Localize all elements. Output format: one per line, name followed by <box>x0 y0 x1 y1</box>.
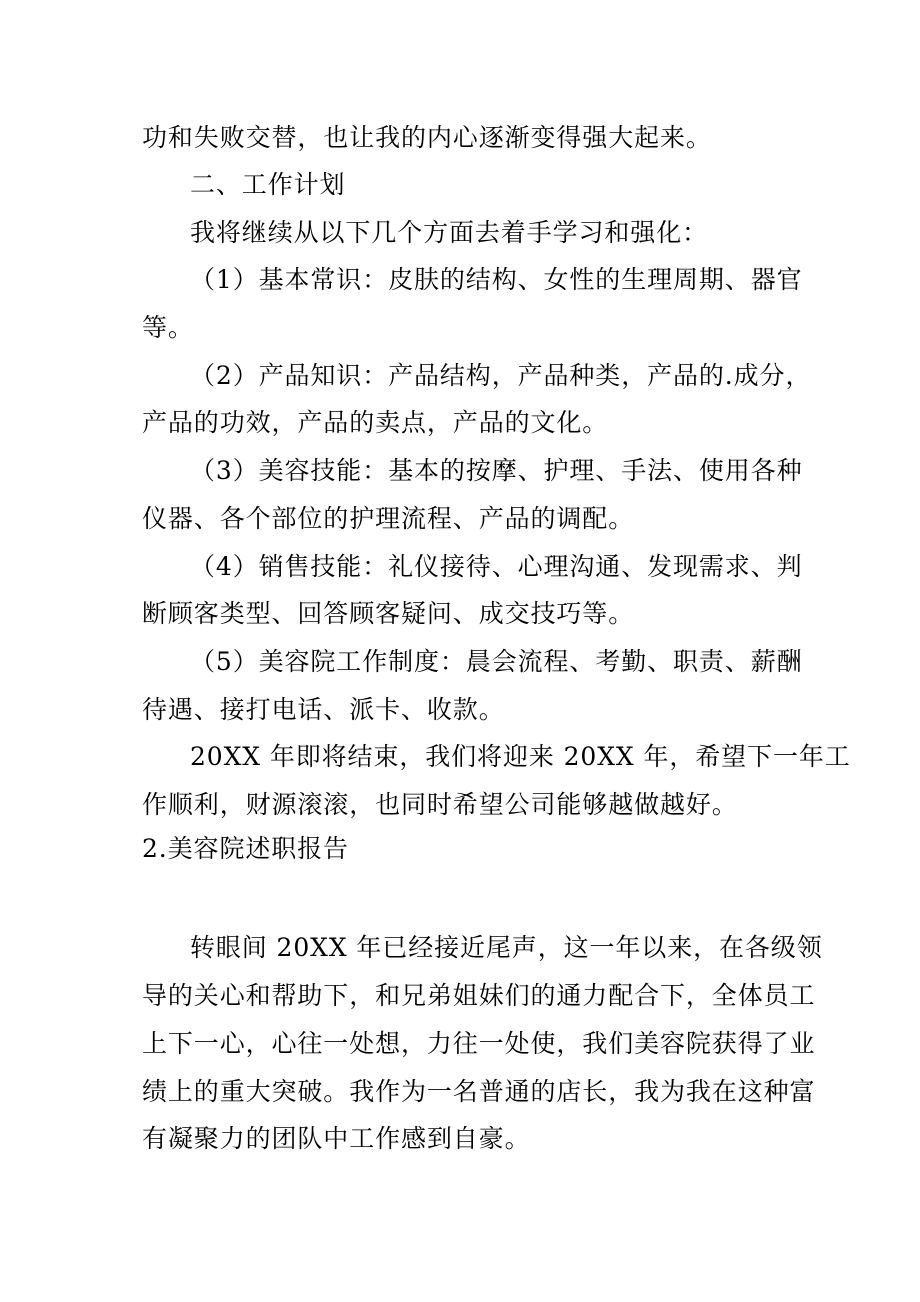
text-line: 功和失败交替，也让我的内心逐渐变得强大起来。 <box>142 123 712 152</box>
text-line: 等。 <box>142 313 194 342</box>
text-line: 仪器、各个部位的护理流程、产品的调配。 <box>142 504 635 533</box>
text-line: 待遇、接打电话、派卡、收款。 <box>142 695 505 724</box>
text-line: 导的关心和帮助下，和兄弟姐妹们的通力配合下，全体员工 <box>142 981 816 1010</box>
section-heading-work-plan: 二、工作计划 <box>190 170 346 199</box>
text-line: 我将继续从以下几个方面去着手学习和强化： <box>190 218 709 247</box>
text-line: 绩上的重大突破。我作为一名普通的店长，我为我在这种富 <box>142 1077 816 1106</box>
text-line: 作顺利，财源滚滚，也同时希望公司能够越做越好。 <box>142 790 738 819</box>
text-line: 有凝聚力的团队中工作感到自豪。 <box>142 1124 531 1153</box>
text-line: 上下一心，心往一处想，力往一处使，我们美容院获得了业 <box>142 1029 816 1058</box>
text-line: 20XX 年即将结束，我们将迎来 20XX 年，希望下一年工 <box>190 742 851 771</box>
list-item-1: （1）基本常识：皮肤的结构、女性的生理周期、器官 <box>190 265 803 294</box>
list-item-2: （2）产品知识：产品结构，产品种类，产品的.成分， <box>190 361 812 390</box>
text-line: 断顾客类型、回答顾客疑问、成交技巧等。 <box>142 599 635 628</box>
text-line: 产品的功效，产品的卖点，产品的文化。 <box>142 408 609 437</box>
list-item-5: （5）美容院工作制度：晨会流程、考勤、职责、薪酬 <box>190 647 803 676</box>
text-line: 转眼间 20XX 年已经接近尾声，这一年以来，在各级领 <box>190 933 823 962</box>
list-item-3: （3）美容技能：基本的按摩、护理、手法、使用各种 <box>190 456 803 485</box>
section-title-report: 2.美容院述职报告 <box>142 834 349 863</box>
list-item-4: （4）销售技能：礼仪接待、心理沟通、发现需求、判 <box>190 552 803 581</box>
